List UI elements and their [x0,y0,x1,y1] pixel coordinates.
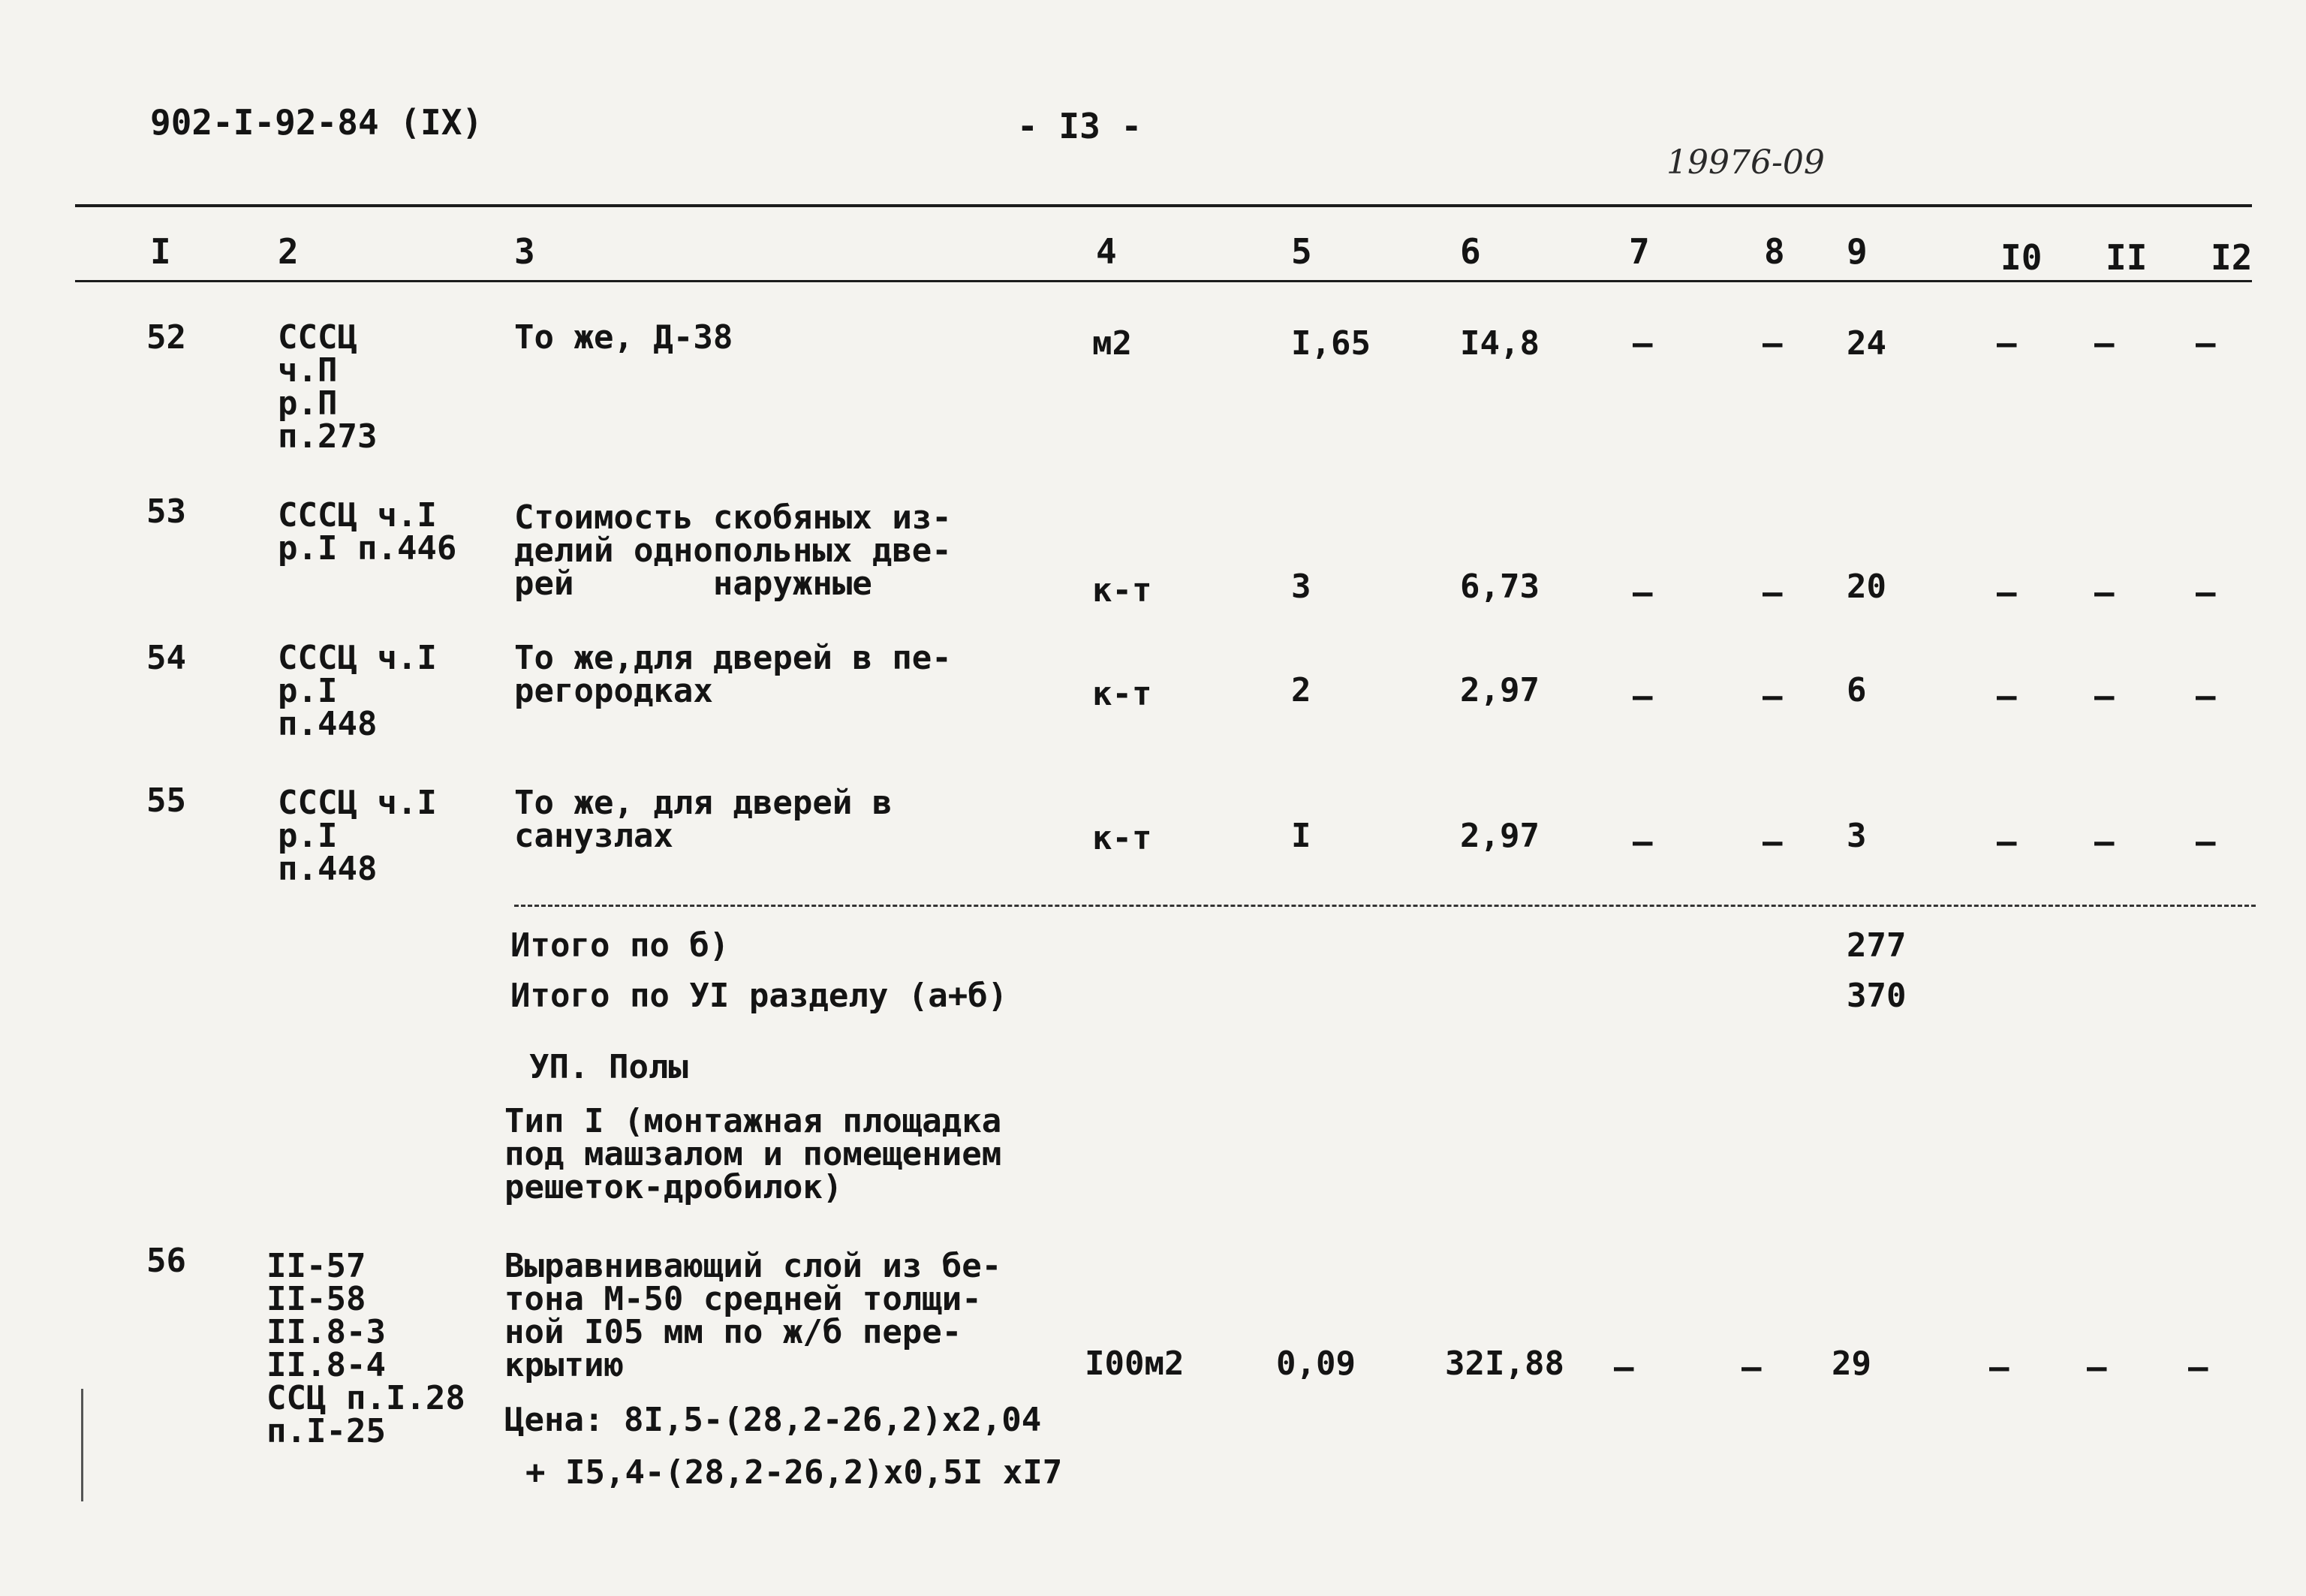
row-col8: – [1742,1348,1762,1387]
row-number: 56 [146,1242,186,1280]
price-formula-line: Цена: 8I,5-(28,2-26,2)x2,04 [504,1401,1042,1439]
total-value: 277 [1847,926,1907,965]
row-price: 2,97 [1460,817,1540,855]
row-description: Стоимость скобяных из- делий однопольных две- рей наружные [514,498,952,603]
row-col8: – [1763,574,1783,612]
row-source: СССЦ ч.I р.I п.446 [278,496,457,568]
row-quantity: I,65 [1291,324,1371,363]
header-bottom-rule [75,280,2252,282]
column-number: 5 [1291,231,1312,272]
row-number: 55 [146,781,186,820]
margin-line [81,1389,83,1501]
row-col10: – [1997,823,2017,861]
row-unit: к-т [1092,819,1152,857]
stamp-number: 19976-09 [1666,143,1825,182]
column-number: 6 [1460,231,1481,272]
section-subtitle: Тип I (монтажная площадка под машзалом и помещением решеток-дробилок) [504,1102,1002,1206]
row-quantity: I [1291,817,1311,855]
column-number: 7 [1629,231,1650,272]
column-number: I [150,231,171,272]
column-number: II [2106,237,2148,278]
row-total: 20 [1847,568,1886,606]
row-total: 29 [1832,1345,1871,1383]
row-col12: – [2196,324,2216,363]
row-col11: – [2094,324,2115,363]
total-label: Итого по УI разделу (а+б) [510,977,1008,1015]
row-col10: – [1989,1348,2009,1387]
row-unit: к-т [1092,571,1152,610]
total-label: Итого по б) [510,926,730,965]
row-col12: – [2188,1348,2208,1387]
column-number: 2 [278,231,299,272]
row-source: СССЦ ч.I р.I п.448 [278,639,437,743]
row-description: То же, Д-38 [514,318,733,357]
row-description: То же,для дверей в пе- регородках [514,639,952,710]
row-quantity: 2 [1291,671,1311,709]
row-col11: – [2087,1348,2107,1387]
row-quantity: 3 [1291,568,1311,606]
row-number: 52 [146,318,186,357]
row-col8: – [1763,324,1783,363]
row-total: 3 [1847,817,1867,855]
row-total: 24 [1847,324,1886,363]
page-number: - I3 - [1017,106,1142,146]
row-unit: к-т [1092,675,1152,713]
price-formula-line: + I5,4-(28,2-26,2)x0,5I xI7 [525,1453,1063,1492]
row-col11: – [2094,574,2115,612]
document-code: 902-I-92-84 (IX) [150,102,483,143]
row-col7: – [1633,677,1653,715]
row-number: 53 [146,492,186,531]
row-quantity: 0,09 [1276,1345,1356,1383]
row-col8: – [1763,823,1783,861]
section-title: УП. Полы [529,1048,688,1086]
row-description: Выравнивающий слой из бе- тона М-50 средней толщи- ной I05 мм по ж/б пере- крытию [504,1247,1002,1384]
row-col10: – [1997,677,2017,715]
column-number: I0 [2000,237,2043,278]
row-col7: – [1633,823,1653,861]
row-price: I4,8 [1460,324,1540,363]
column-number: 3 [514,231,535,272]
row-source: СССЦ ч.П р.П п.273 [278,318,378,456]
row-source: II-57 II-58 II.8-3 II.8-4 ССЦ п.I.28 п.I-25 [266,1247,465,1450]
row-col12: – [2196,823,2216,861]
row-col7: – [1614,1348,1634,1387]
row-price: 2,97 [1460,671,1540,709]
column-number: 4 [1096,231,1117,272]
row-description: То же, для дверей в санузлах [514,784,893,855]
row-number: 54 [146,639,186,677]
row-unit: I00м2 [1085,1345,1185,1383]
row-source: СССЦ ч.I р.I п.448 [278,784,437,888]
row-col11: – [2094,823,2115,861]
row-col11: – [2094,677,2115,715]
total-value: 370 [1847,977,1907,1015]
row-price: 6,73 [1460,568,1540,606]
row-col10: – [1997,574,2017,612]
column-number: 9 [1847,231,1868,272]
row-col7: – [1633,574,1653,612]
row-col8: – [1763,677,1783,715]
subtotal-rule [514,905,2256,907]
row-unit: м2 [1092,324,1132,363]
row-col12: – [2196,574,2216,612]
row-col10: – [1997,324,2017,363]
row-col12: – [2196,677,2216,715]
column-number: I2 [2211,237,2253,278]
row-price: 32I,88 [1445,1345,1564,1383]
row-col7: – [1633,324,1653,363]
column-number: 8 [1764,231,1785,272]
header-top-rule [75,204,2252,207]
row-total: 6 [1847,671,1867,709]
